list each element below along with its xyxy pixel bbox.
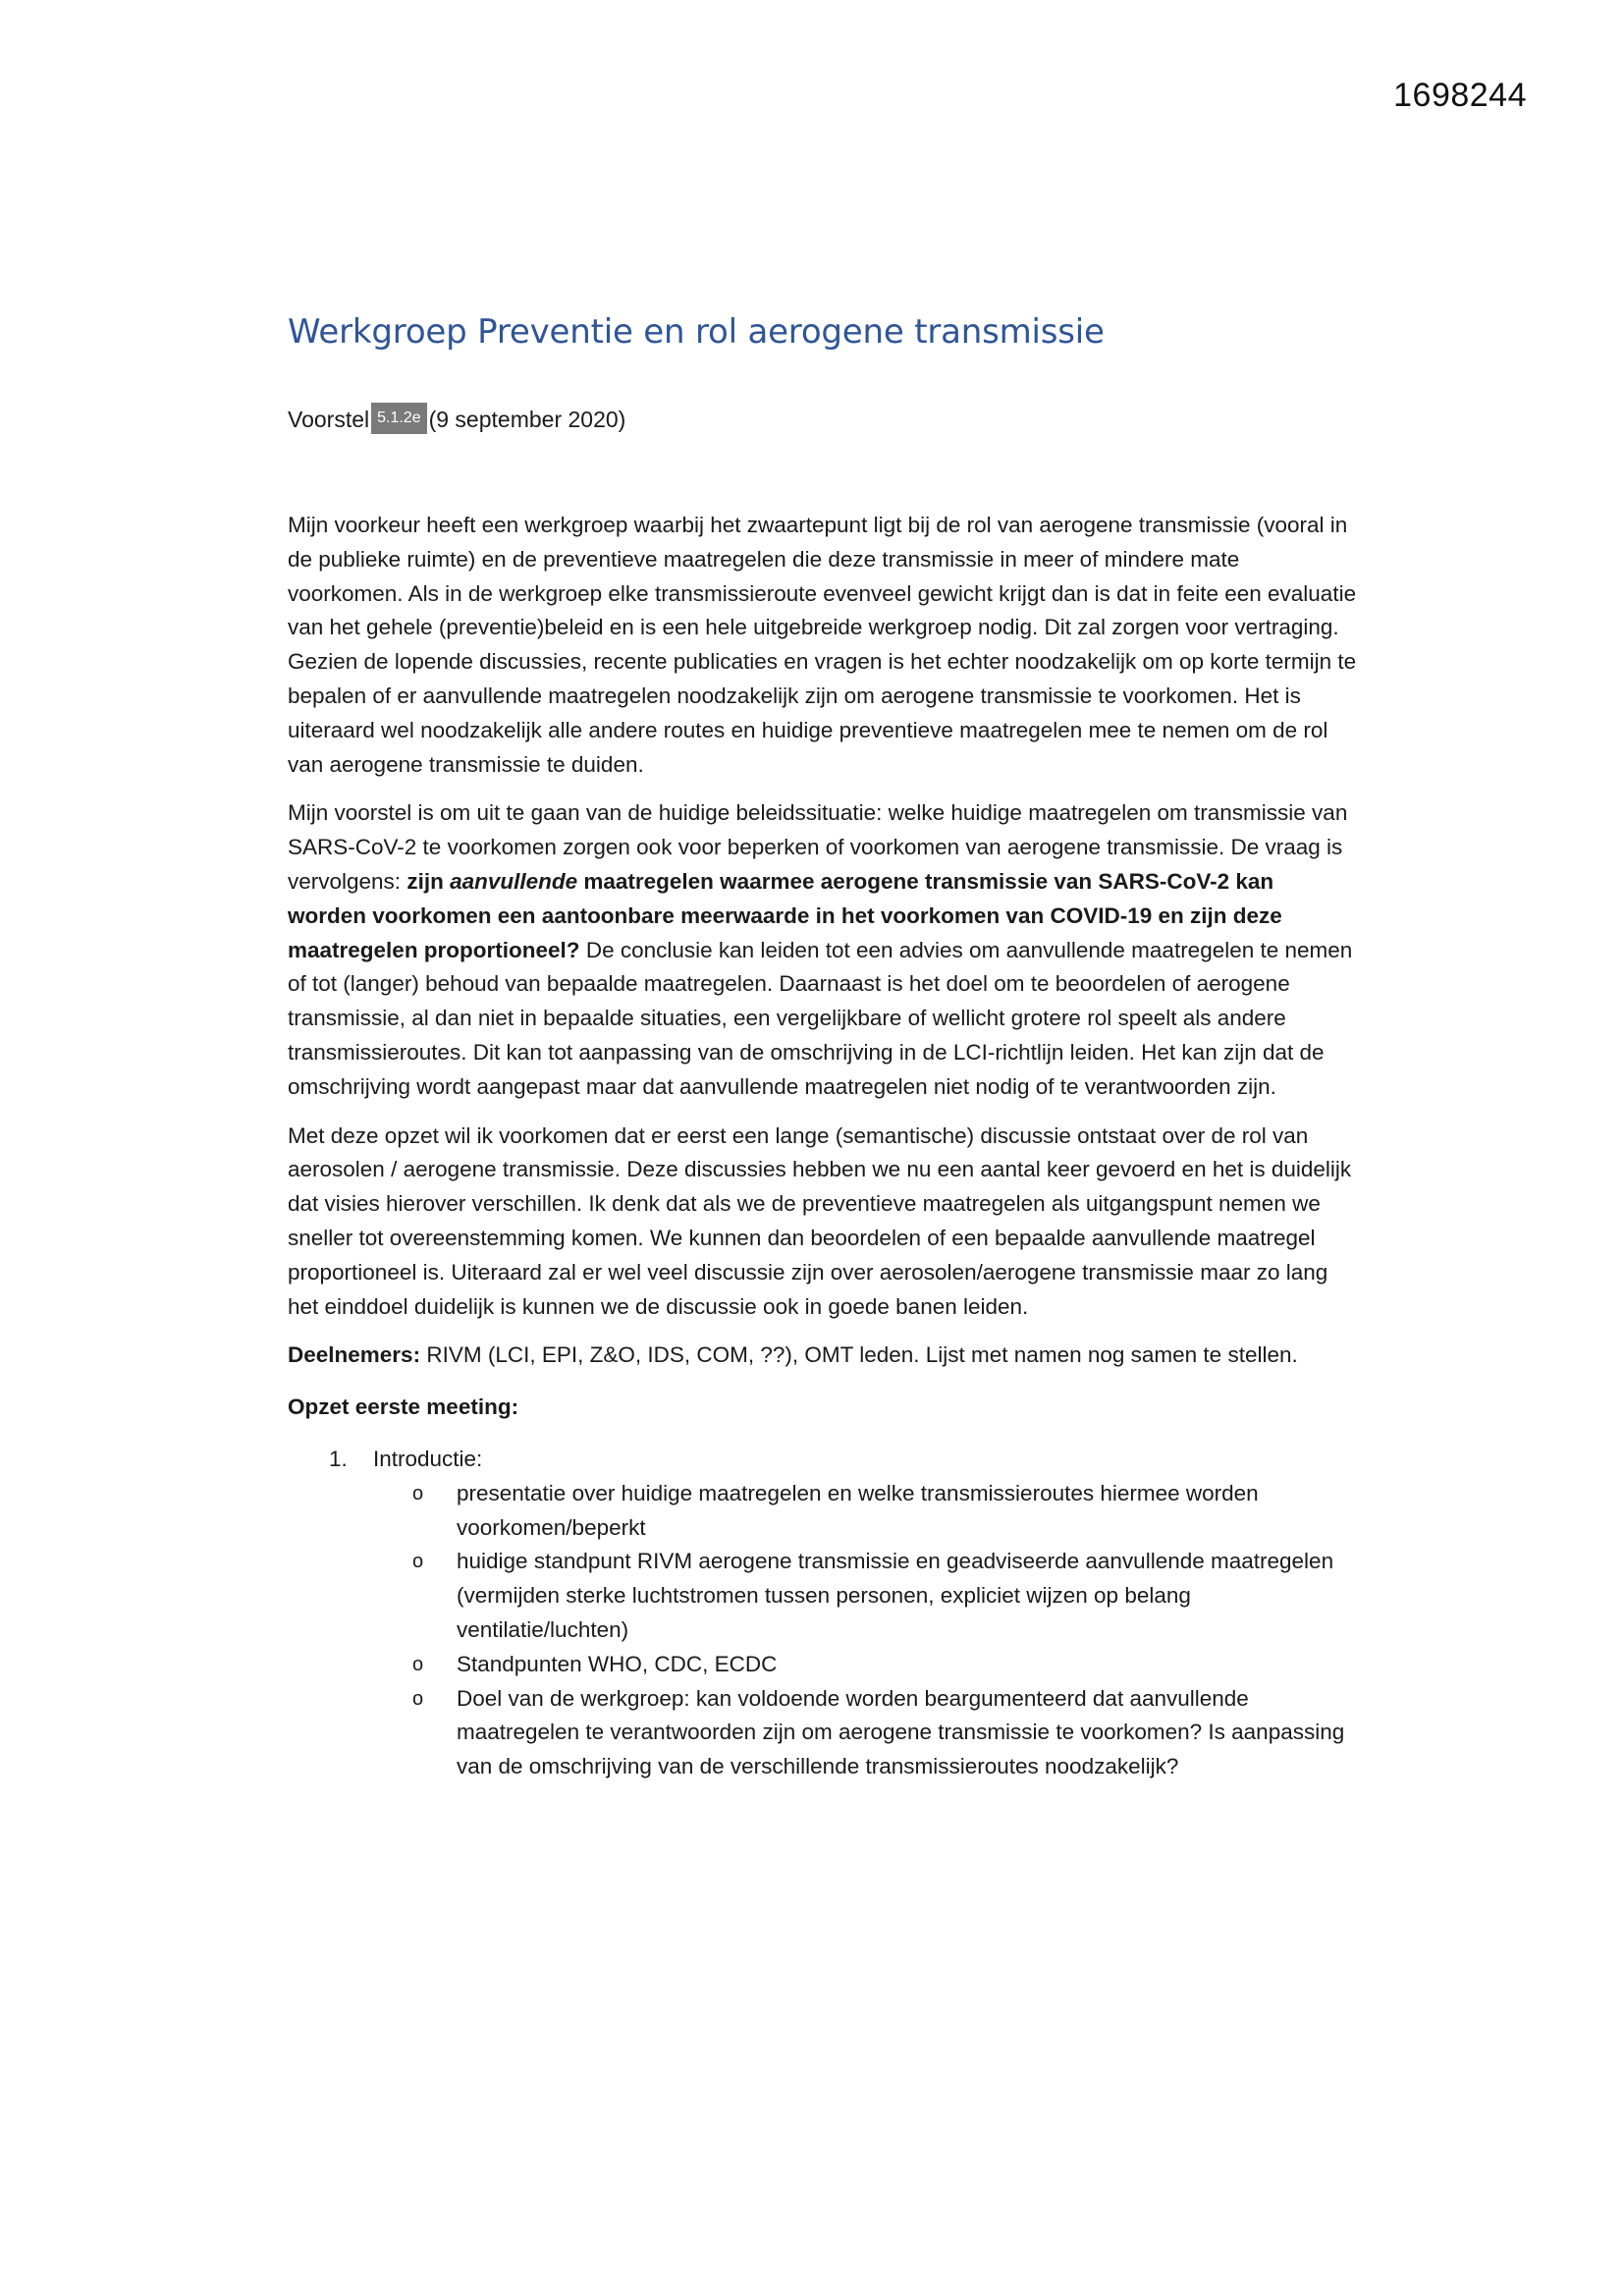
paragraph-3: Met deze opzet wil ik voorkomen dat er eerst een lange (semantische) discussie ontstaat over de rol van aerosolen / aerogene transmissie. Deze discussies hebben we nu een aantal keer gevoerd en het is duidelijk dat visies hierover verschillen. Ik denk dat als we de preventieve maatregelen als uitgangspunt nemen we sneller tot overeenstemming komen. We kunnen dan beoordelen of een bepaalde aanvullende maatregel proportioneel is. Uiteraard zal er wel veel discussie zijn over aerosolen/aerogene transmissie maar zo lang het einddoel duidelijk is kunnen we de discussie ook in goede banen leiden. — [288, 1122, 1352, 1319]
circle-bullet-icon: o — [412, 1653, 424, 1675]
agenda-sublist — [412, 1477, 1358, 1784]
agenda-subitem — [412, 1477, 1358, 1546]
paragraph-2 — [288, 796, 1358, 1104]
circle-bullet-icon: o — [412, 1687, 424, 1710]
question-part-a: zijn — [406, 868, 451, 894]
deelnemers-line — [288, 1339, 1358, 1373]
voorstel-date: (9 september 2020) — [428, 407, 626, 432]
agenda-subitem — [412, 1545, 1358, 1647]
agenda-subitem — [412, 1648, 1358, 1682]
paragraph-1: Mijn voorkeur heeft een werkgroep waarbij het zwaartepunt ligt bij de rol van aerogene transmissie (vooral in de publieke ruimte) en de preventieve maatregelen die deze transmissie in meer of mindere mate voorkomen. Als in de werkgroep elke transmissieroute evenveel gewicht krijgt dan is dat in feite een evaluatie van het gehele (preventie)beleid en is een hele uitgebreide werkgroep nodig. Dit zal zorgen voor vertraging. Gezien de lopende discussies, recente publicaties en vragen is het echter noodzakelijk om op korte termijn te bepalen of er aanvullende maatregelen noodzakelijk zijn om aerogene transmissie te voorkomen. Het is uiteraard wel noodzakelijk alle andere routes en huidige preventieve maatregelen mee te nemen om de rol van aerogene transmissie te duiden. — [288, 513, 1357, 777]
agenda-subitem-text: huidige standpunt RIVM aerogene transmissie en geadviseerde aanvullende maatregelen (vermijden sterke luchtstromen tussen personen, expliciet wijzen op belang ventilatie/luchten) — [457, 1549, 1334, 1642]
opzet-label: Opzet eerste meeting: — [288, 1394, 519, 1420]
meeting-agenda-list — [329, 1443, 1358, 1784]
opzet-heading — [288, 1391, 1358, 1425]
paragraph-2-text-b: De conclusie kan leiden tot een advies om aanvullende maatregelen te nemen of tot (langer) behoud van bepaalde maatregelen. Daarnaast is het doel om te beoordelen of aerogene transmissie, al dan niet in bepaalde situaties, een vergelijkbare of wellicht grotere rol speelt als andere transmissieroutes. Dit kan tot aanpassing van de omschrijving in de LCI-richtlijn leiden. Het kan zijn dat de omschrijving wordt aangepast maar dat aanvullende maatregelen niet nodig of te verantwoorden zijn. — [288, 937, 1353, 1099]
document-title: Werkgroep Preventie en rol aerogene transmissie — [288, 312, 1105, 352]
agenda-subitem-text: presentatie over huidige maatregelen en welke transmissieroutes hiermee worden voorkomen/beperkt — [457, 1480, 1259, 1540]
agenda-subitem — [412, 1682, 1358, 1784]
deelnemers-text: RIVM (LCI, EPI, Z&O, IDS, COM, ??), OMT leden. Lijst met namen nog samen te stellen. — [420, 1342, 1298, 1368]
agenda-item-number: 1. — [329, 1446, 348, 1471]
voorstel-label: Voorstel — [288, 407, 370, 432]
circle-bullet-icon: o — [412, 1551, 424, 1573]
document-body — [288, 312, 1358, 1784]
redaction-box: 5.1.2e — [371, 403, 426, 434]
agenda-item-label: Introductie: — [373, 1446, 483, 1471]
document-id: 1698244 — [1393, 77, 1527, 114]
question-emphasis: aanvullende — [450, 868, 578, 894]
question-part-b: maatregelen waarmee aerogene transmissie van SARS-CoV-2 kan worden voorkomen een aantoonbare meerwaarde in het voorkomen van COVID-19 en zijn deze maatregelen proportioneel? — [288, 868, 1282, 962]
circle-bullet-icon: o — [412, 1482, 424, 1504]
agenda-subitem-text: Doel van de werkgroep: kan voldoende worden beargumenteerd dat aanvullende maatregelen te verantwoorden zijn om aerogene transmissie te voorkomen? Is aanpassing van de omschrijving van de verschillende transmissieroutes noodzakelijk? — [457, 1685, 1345, 1779]
voorstel-line — [288, 403, 1358, 436]
agenda-item — [329, 1443, 1358, 1784]
agenda-subitem-text: Standpunten WHO, CDC, ECDC — [457, 1651, 778, 1676]
paragraph-2-text-a: Mijn voorstel is om uit te gaan van de huidige beleidssituatie: welke huidige maatregelen om transmissie van SARS-CoV-2 te voorkomen zorgen ook voor beperken of voorkomen van aerogene transmissie. De vraag is vervolgens: — [288, 800, 1348, 894]
deelnemers-label: Deelnemers: — [288, 1342, 421, 1368]
